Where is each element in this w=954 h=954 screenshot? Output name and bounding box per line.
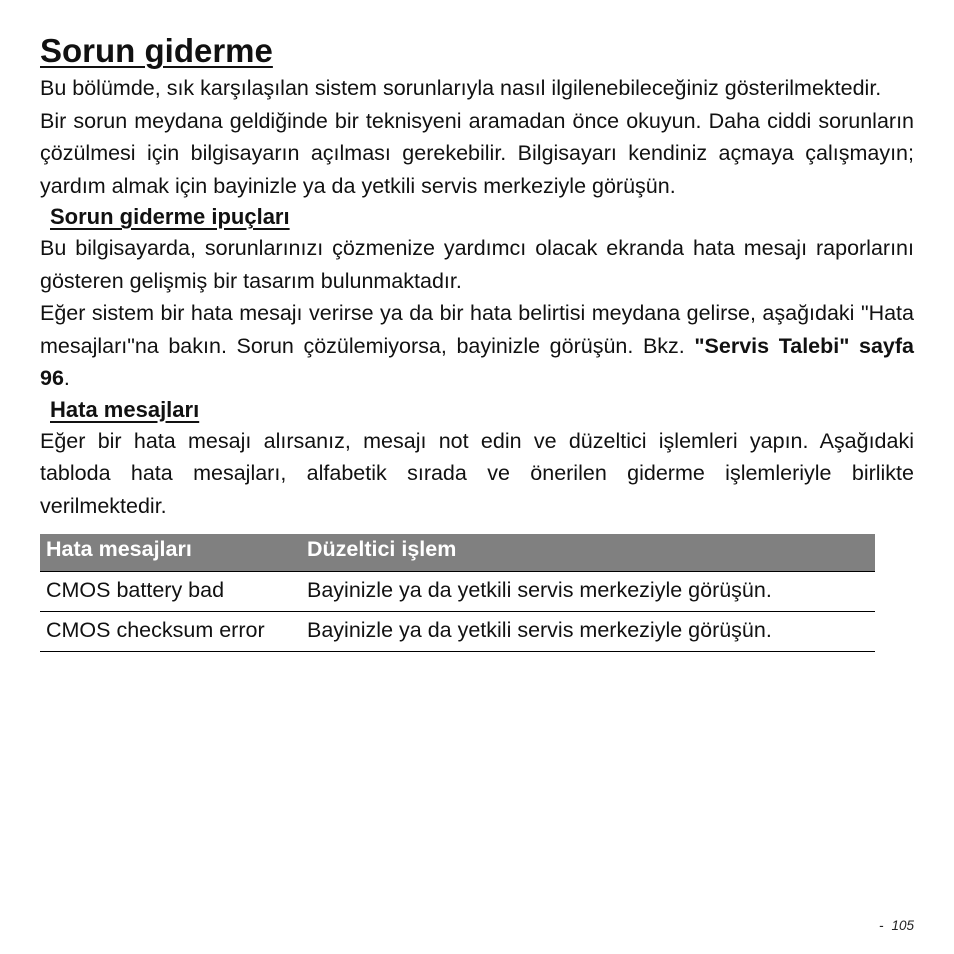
section-heading-error-messages: Hata mesajları: [50, 396, 200, 422]
table-cell-action: Bayinizle ya da yetkili servis merkeziyle görüşün.: [301, 612, 875, 652]
error-messages-table: [40, 534, 875, 652]
page-footer: [879, 918, 914, 933]
footer-dash: -: [878, 918, 884, 933]
tips-paragraph-2-text: Eğer sistem bir hata mesajı verirse ya da bir hata belirtisi meydana gelirse, aşağıdaki "Hata mesajları"na bakın. Sorun çözülemiyorsa, bayinizle görüşün. Bkz.: [40, 301, 914, 358]
table-header-corrective-action: Düzeltici işlem: [301, 534, 875, 572]
tips-paragraph-1: Bu bilgisayarda, sorunlarınızı çözmenize yardımcı olacak ekranda hata mesajı raporlarını gösteren gelişmiş bir tasarım bulunmaktadır.: [40, 236, 914, 293]
page-number: 105: [891, 918, 914, 933]
tips-paragraph-2: [40, 297, 914, 395]
table-row: [40, 572, 875, 612]
service-request-reference: "Servis Talebi" sayfa 96: [40, 333, 914, 390]
table-row: [40, 612, 875, 652]
table-header-row: [40, 534, 875, 572]
tips-paragraph-2-end: .: [63, 366, 70, 390]
error-messages-paragraph: Eğer bir hata mesajı alırsanız, mesajı not edin ve düzeltici işlemleri yapın. Aşağıdaki tabloda hata mesajları, alfabetik sırada ve önerilen giderme işlemleriyle birlikte verilmektedir.: [40, 428, 914, 518]
table-cell-error: CMOS checksum error: [40, 612, 301, 652]
document-page: [40, 30, 914, 652]
table-cell-action: Bayinizle ya da yetkili servis merkeziyle görüşün.: [301, 572, 875, 612]
table-cell-error: CMOS battery bad: [40, 572, 301, 612]
page-title: Sorun giderme: [40, 32, 273, 69]
intro-paragraph-2: Bir sorun meydana geldiğinde bir teknisyeni aramadan önce okuyun. Daha ciddi sorunların çözülmesi için bilgisayarın açılması gerekebilir. Bilgisayarı kendiniz açmaya çalışmayın; yardım almak için bayinizle ya da yetkili servis merkeziyle görüşün.: [40, 108, 914, 198]
section-heading-tips: Sorun giderme ipuçları: [50, 204, 290, 229]
intro-paragraph-1: Bu bölümde, sık karşılaşılan sistem sorunlarıyla nasıl ilgilenebileceğiniz gösterilmektedir.: [40, 76, 882, 100]
table-header-error-message: Hata mesajları: [40, 534, 301, 572]
